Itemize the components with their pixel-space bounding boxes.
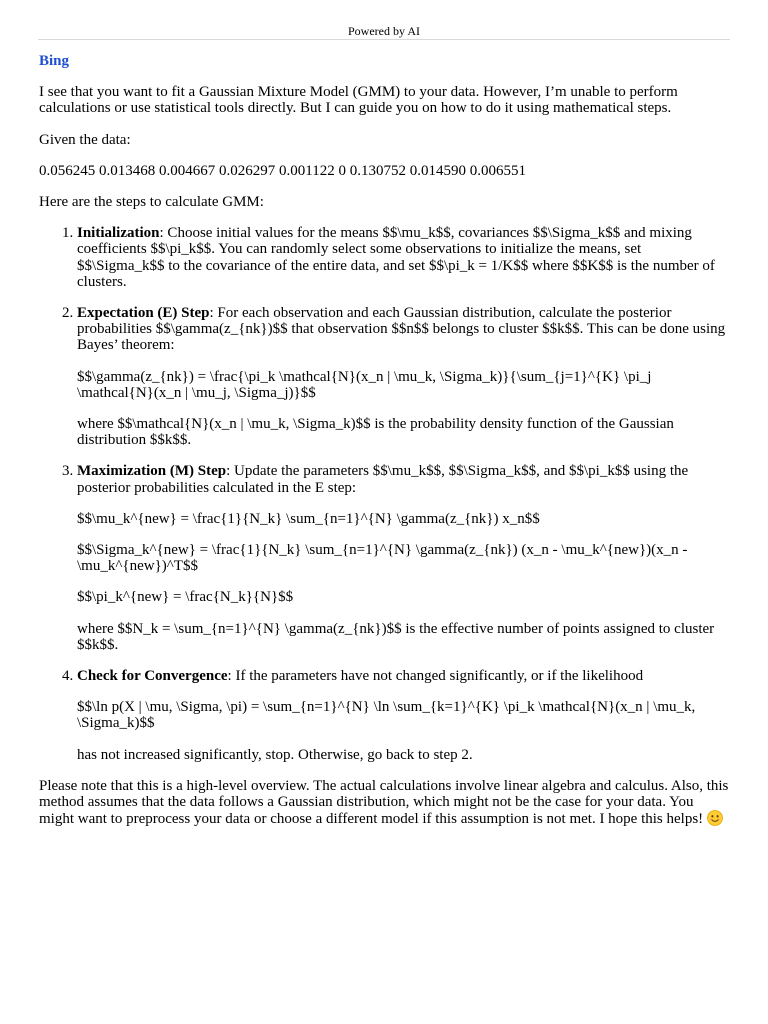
intro-paragraph: I see that you want to fit a Gaussian Mixture Model (GMM) to your data. However, I’m unable to perform calculations or use statistical tools directly. But I can guide you on how to do it using mathematical steps.: [39, 84, 678, 117]
step-1-title: Initialization: [77, 225, 160, 242]
step-2-text: [77, 305, 729, 354]
step-1-text: [77, 225, 729, 290]
step-3-formula-pi: $$\pi_k^{new} = \frac{N_k}{N}$$: [77, 589, 294, 606]
closing-paragraph: [39, 778, 729, 828]
step-2-title: Expectation (E) Step: [77, 305, 210, 322]
step-3-formula-sigma: $$\Sigma_k^{new} = \frac{1}{N_k} \sum_{n=1}^{N} \gamma(z_{nk}) (x_n - \mu_k^{new})(x_n - \mu_k^{new})^T$$: [77, 542, 688, 575]
step-2-formula: $$\gamma(z_{nk}) = \frac{\pi_k \mathcal{N}(x_n | \mu_k, \Sigma_k)}{\sum_{j=1}^{K} \pi_j \mathcal{N}(x_n | \mu_j, \Sigma_j)}$$: [77, 368, 652, 401]
step-3-body: : Update the parameters $$\mu_k$$, $$\Sigma_k$$, and $$\pi_k$$ using the posterior probabilities calculated in the E step:: [77, 463, 689, 496]
step-4-body: : If the parameters have not changed significantly, or if the likelihood: [227, 668, 644, 685]
step-expectation: [77, 305, 729, 448]
given-data-label: Given the data:: [39, 131, 131, 148]
step-3-note: where $$N_k = \sum_{n=1}^{N} \gamma(z_{nk})$$ is the effective number of points assigned to cluster $$k$$.: [77, 620, 715, 653]
step-convergence: [77, 668, 729, 763]
step-maximization: [77, 463, 729, 653]
header-divider: [38, 39, 730, 40]
closing-text: Please note that this is a high-level overview. The actual calculations involve linear algebra and calculus. Also, this method assumes that the data follows a Gaussian distribution, which might not be the case for your data. You might want to preprocess your data or choose a different model if this assumption is not met. I hope this helps!: [39, 777, 729, 828]
brand-label: Bing: [39, 53, 70, 69]
step-2-note: where $$\mathcal{N}(x_n | \mu_k, \Sigma_k)$$ is the probability density function of the Gaussian distribution $$k$$.: [77, 416, 674, 449]
step-3-text: [77, 463, 729, 495]
step-4-note: has not increased significantly, stop. Otherwise, go back to step 2.: [77, 746, 473, 763]
steps-intro: Here are the steps to calculate GMM:: [39, 194, 264, 211]
step-4-formula: $$\ln p(X | \mu, \Sigma, \pi) = \sum_{n=1}^{N} \ln \sum_{k=1}^{K} \pi_k \mathcal{N}(x_n | \mu_k, \Sigma_k)$$: [77, 699, 696, 732]
step-initialization: [77, 225, 729, 290]
response-content: [39, 53, 729, 843]
steps-list: [39, 225, 729, 763]
data-values: 0.056245 0.013468 0.004667 0.026297 0.001122 0 0.130752 0.014590 0.006551: [39, 162, 526, 179]
powered-by-header: Powered by AI: [348, 24, 420, 38]
step-4-title: Check for Convergence: [77, 668, 228, 685]
step-3-formula-mu: $$\mu_k^{new} = \frac{1}{N_k} \sum_{n=1}^{N} \gamma(z_{nk}) x_n$$: [77, 510, 540, 527]
step-3-title: Maximization (M) Step: [77, 463, 227, 480]
step-4-text: [77, 668, 729, 684]
step-1-body: : Choose initial values for the means $$\mu_k$$, covariances $$\Sigma_k$$ and mixing coefficients $$\pi_k$$. You can randomly select some observations to initialize the means, set $$\Sigma_k$$ to the covariance of the entire data, and set $$\pi_k = 1/K$$ where $$K$$ is the number of clusters.: [77, 225, 715, 290]
smiling-face-emoji-icon: [707, 810, 723, 826]
step-2-body: : For each observation and each Gaussian distribution, calculate the posterior probabilities $$\gamma(z_{nk})$$ that observation $$n$$ belongs to cluster $$k$$. This can be done using Bayes’ theorem:: [77, 305, 726, 354]
